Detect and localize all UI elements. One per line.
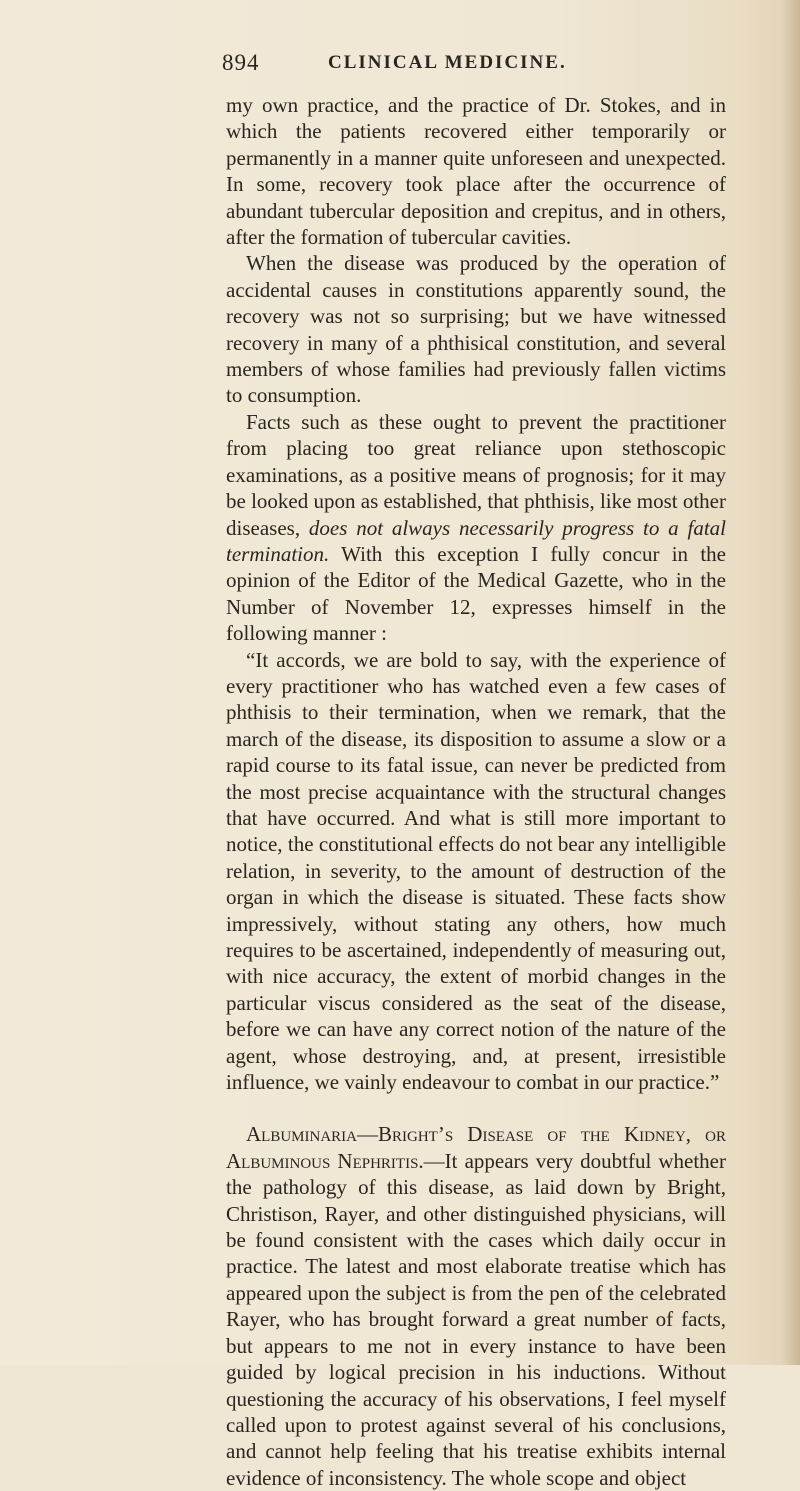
paragraph-continuation: my own practice, and the practice of Dr. Stokes, and in which the patients recovered either temporarily or permanently in a manner quite unforeseen and unexpected. In some, recovery took place after the occurrence of abundant tubercular deposition and crepitus, and in others, after the formation of tubercular cavities. xyxy=(226,93,726,250)
paragraph-prognosis xyxy=(226,409,726,647)
section-heading: Albuminaria—Bright’s Disease of the Kidney, or Albuminous Nephritis. xyxy=(226,1122,726,1173)
page-header xyxy=(222,50,742,80)
paragraph-albuminaria-text: —It appears very doubtful whether the pathology of this disease, as laid down by Bright, Christison, Rayer, and other distinguished physicians, will be found consistent with the cases which daily occur in practice. The latest and most elaborate treatise which has appeared upon the subject is from the pen of the celebrated Rayer, who has brought forward a great number of facts, but appears to me not in every instance to have been guided by logical precision in his inductions. Without questioning the accuracy of his observations, I feel myself called upon to protest against several of his conclusions, and cannot help feeling that his treatise exhibits internal evidence of inconsistency. The whole scope and object xyxy=(226,1148,727,1490)
paragraph-albuminaria xyxy=(226,1121,726,1491)
page-edge-shadow xyxy=(782,0,800,1365)
running-title: CLINICAL MEDICINE. xyxy=(328,52,567,73)
paragraph-recovery: When the disease was produced by the operation of accidental causes in constitutions apparently sound, the recovery was not so surprising; but we have witnessed recovery in many of a phthisical constitution, and several members of whose families had previously fallen victims to consumption. xyxy=(226,251,726,408)
body-text xyxy=(226,92,726,1491)
paragraph-prognosis-end: With this exception I fully concur in the opinion of the Editor of the Medical Gazette, who in the Number of November 12, expresses himself in the following manner : xyxy=(226,541,726,646)
paragraph-prognosis-emphasis: does not always necessarily progress to a fatal termination. xyxy=(226,515,726,566)
paragraph-prognosis-start: Facts such as these ought to prevent the practitioner from placing too great reliance upon stethoscopic examinations, as a positive means of prognosis; for it may be looked upon as established, that phthisis, like most other diseases, xyxy=(226,409,726,540)
page-number: 894 xyxy=(222,50,260,75)
section-gap xyxy=(226,1095,726,1121)
quotation-paragraph: “It accords, we are bold to say, with the experience of every practitioner who has watched even a few cases of phthisis to their termination, when we remark, that the march of the disease, its disposition to assume a slow or a rapid course to its fatal issue, can never be predicted from the most precise acquaintance with the structural changes that have occurred. And what is still more important to notice, the constitutional effects do not bear any intelligible relation, in severity, to the amount of destruction of the organ in which the disease is situated. These facts show impressively, without stating any others, how much requires to be ascertained, independently of measuring out, with nice accuracy, the extent of morbid changes in the particular viscus considered as the seat of the disease, before we can have any correct notion of the nature of the agent, whose destroying, and, at present, irresistible influence, we vainly endeavour to combat in our practice.” xyxy=(226,647,726,1095)
